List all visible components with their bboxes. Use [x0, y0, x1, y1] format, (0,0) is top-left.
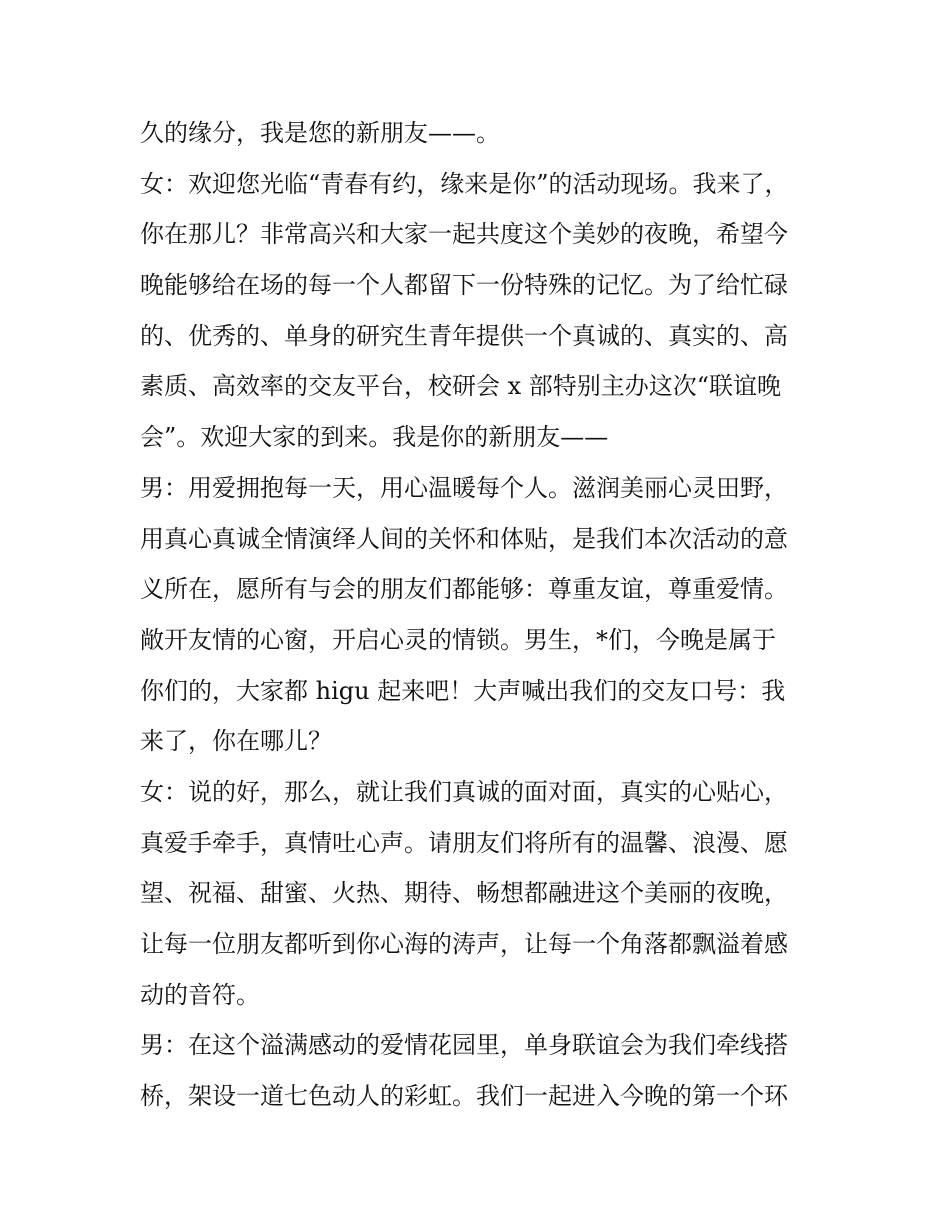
text-line: 用真心真诚全情演绎人间的关怀和体贴，是我们本次活动的意: [140, 524, 788, 553]
text-line: 女：说的好，那么，就让我们真诚的面对面，真实的心贴心，: [140, 777, 788, 806]
text-line: 望、祝福、甜蜜、火热、期待、畅想都融进这个美丽的夜晚，: [140, 879, 788, 908]
text-line: 你们的，大家都 higu 起来吧！大声喊出我们的交友口号：我: [140, 676, 786, 705]
text-line: 动的音符。: [140, 980, 260, 1009]
text-line: 久的缘分，我是您的新朋友——。: [140, 119, 500, 147]
text-line: 的、优秀的、单身的研究生青年提供一个真诚的、真实的、高: [140, 321, 788, 350]
text-line: 晚能够给在场的每一个人都留下一份特殊的记忆。为了给忙碌: [140, 271, 788, 300]
text-line: 男：在这个溢满感动的爱情花园里，单身联谊会为我们牵线搭: [140, 1031, 788, 1060]
text-line: 来了，你在哪儿？: [140, 727, 332, 756]
document-body: [140, 108, 820, 1122]
text-line: 真爱手牵手，真情吐心声。请朋友们将所有的温馨、浪漫、愿: [140, 828, 788, 857]
text-line: 义所在，愿所有与会的朋友们都能够：尊重友谊，尊重爱情。: [140, 575, 788, 604]
text-line: 女：欢迎您光临“青春有约，缘来是你”的活动现场。我来了，: [140, 169, 789, 198]
text-line: 桥，架设一道七色动人的彩虹。我们一起进入今晚的第一个环: [140, 1082, 788, 1111]
text-line: 素质、高效率的交友平台，校研会 x 部特别主办这次“联谊晚: [140, 372, 782, 401]
text-line: 会”。欢迎大家的到来。我是你的新朋友——: [140, 423, 609, 452]
text-line: 让每一位朋友都听到你心海的涛声，让每一个角落都飘溢着感: [140, 930, 788, 958]
text-line: 你在那儿？非常高兴和大家一起共度这个美妙的夜晚，希望今: [140, 220, 788, 249]
text-line: 敞开友情的心窗，开启心灵的情锁。男生，*们，今晚是属于: [140, 625, 776, 654]
text-line: 男：用爱拥抱每一天，用心温暖每个人。滋润美丽心灵田野，: [140, 473, 788, 502]
